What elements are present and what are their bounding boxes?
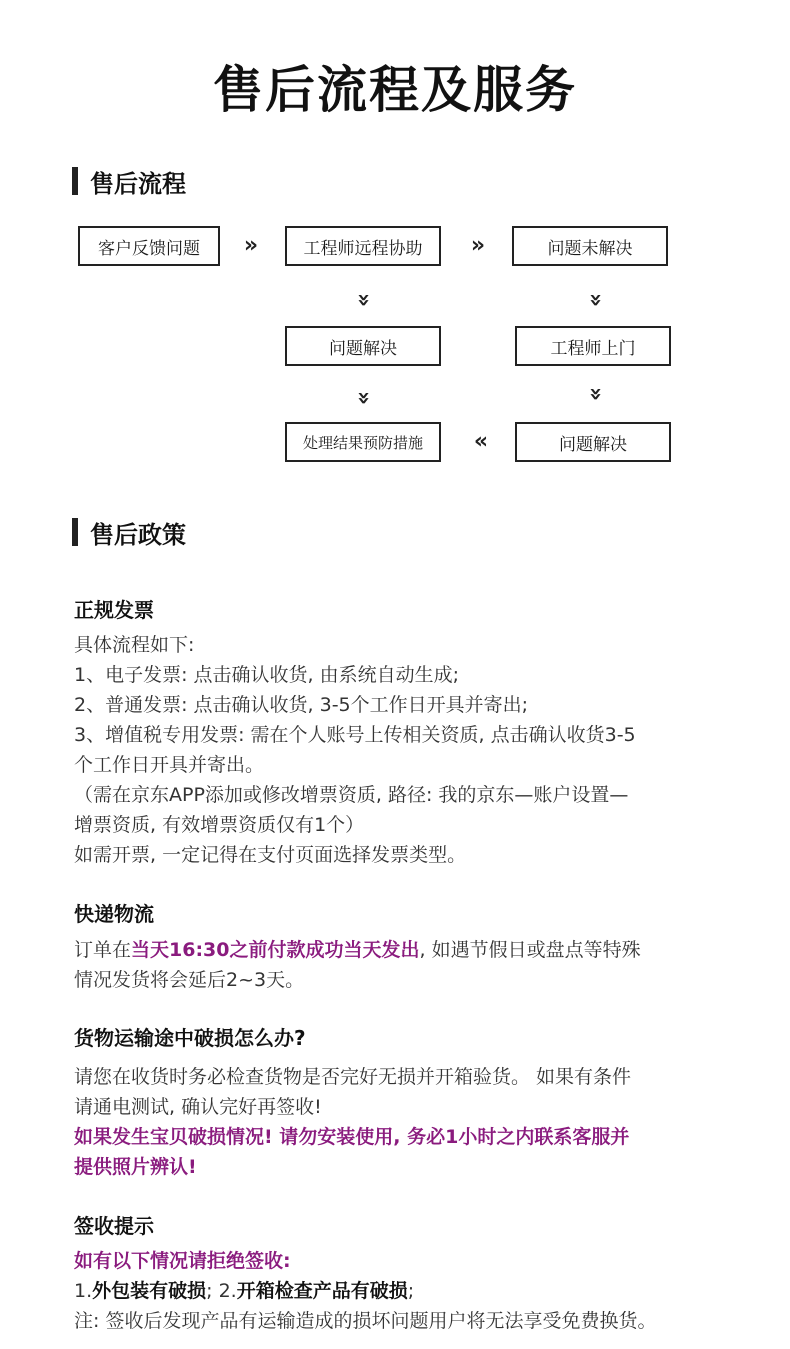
express-prefix: 订单在 [74,939,132,961]
sign-body [74,1246,734,1336]
section-bar [72,518,78,546]
invoice-line: 如需开票, 一定记得在支付页面选择发票类型。 [74,844,467,866]
flow-box-onsite-engineer: 工程师上门 [515,326,671,366]
express-line: 情况发货将会延后2~3天。 [74,969,305,991]
section-bar [72,167,78,195]
invoice-line: 具体流程如下: [74,634,195,656]
arrow-down-icon: » [351,292,376,308]
flow-box-resolved: 问题解决 [285,326,441,366]
express-body [74,935,734,995]
express-line [74,935,734,965]
damage-line: 请您在收货时务必检查货物是否完好无损并开箱验货。 如果有条件 [74,1066,632,1088]
arrow-right-icon: » [470,233,486,258]
express-highlight: 当天16:30之前付款成功当天发出 [131,939,420,961]
section-header-policy [72,517,186,547]
invoice-body [74,630,734,870]
sign-line [74,1276,734,1306]
flow-box-remote-assist: 工程师远程协助 [285,226,441,266]
sign-part-bold: 外包装有破损 [92,1280,207,1302]
damage-line: 请通电测试, 确认完好再签收! [74,1096,322,1118]
damage-warning: 如果发生宝贝破损情况! 请勿安装使用, 务必1小时之内联系客服并 [74,1126,630,1148]
page-title: 售后流程及服务 [213,61,577,119]
damage-warning: 提供照片辨认! [74,1156,197,1178]
sign-part: 1. [74,1280,93,1302]
section-title-process: 售后流程 [90,169,186,198]
sign-title: 签收提示 [74,1214,154,1238]
invoice-line: 增票资质, 有效增票资质仅有1个） [74,814,365,836]
sign-part: ; [407,1280,415,1302]
section-title-policy: 售后政策 [90,520,186,549]
arrow-down-icon: » [583,386,608,402]
arrow-down-icon: » [351,390,376,406]
invoice-title: 正规发票 [74,598,154,622]
invoice-line: 3、增值税专用发票: 需在个人账号上传相关资质, 点击确认收货3-5 [74,724,636,746]
sign-part-bold: 开箱检查产品有破损 [236,1280,408,1302]
damage-title: 货物运输途中破损怎么办? [74,1026,306,1050]
arrow-down-icon: » [583,292,608,308]
flow-box-resolved-2: 问题解决 [515,422,671,462]
express-suffix: , 如遇节假日或盘点等特殊 [419,939,641,961]
invoice-line: 个工作日开具并寄出。 [74,754,265,776]
invoice-line: 1、电子发票: 点击确认收货, 由系统自动生成; [74,664,460,686]
arrow-right-icon: » [243,233,259,258]
sign-highlight: 如有以下情况请拒绝签收: [74,1250,291,1272]
express-title: 快递物流 [74,902,154,926]
sign-note: 注: 签收后发现产品有运输造成的损坏问题用户将无法享受免费换货。 [74,1310,657,1332]
invoice-line: （需在京东APP添加或修改增票资质, 路径: 我的京东—账户设置— [74,784,629,806]
flow-box-customer-feedback: 客户反馈问题 [78,226,220,266]
sign-part: ; 2. [206,1280,237,1302]
invoice-line: 2、普通发票: 点击确认收货, 3-5个工作日开具并寄出; [74,694,529,716]
arrow-left-icon: « [473,429,489,454]
flow-box-unresolved: 问题未解决 [512,226,668,266]
section-header-process [72,166,186,196]
flow-box-prevention: 处理结果预防措施 [285,422,441,462]
damage-body [74,1062,734,1182]
